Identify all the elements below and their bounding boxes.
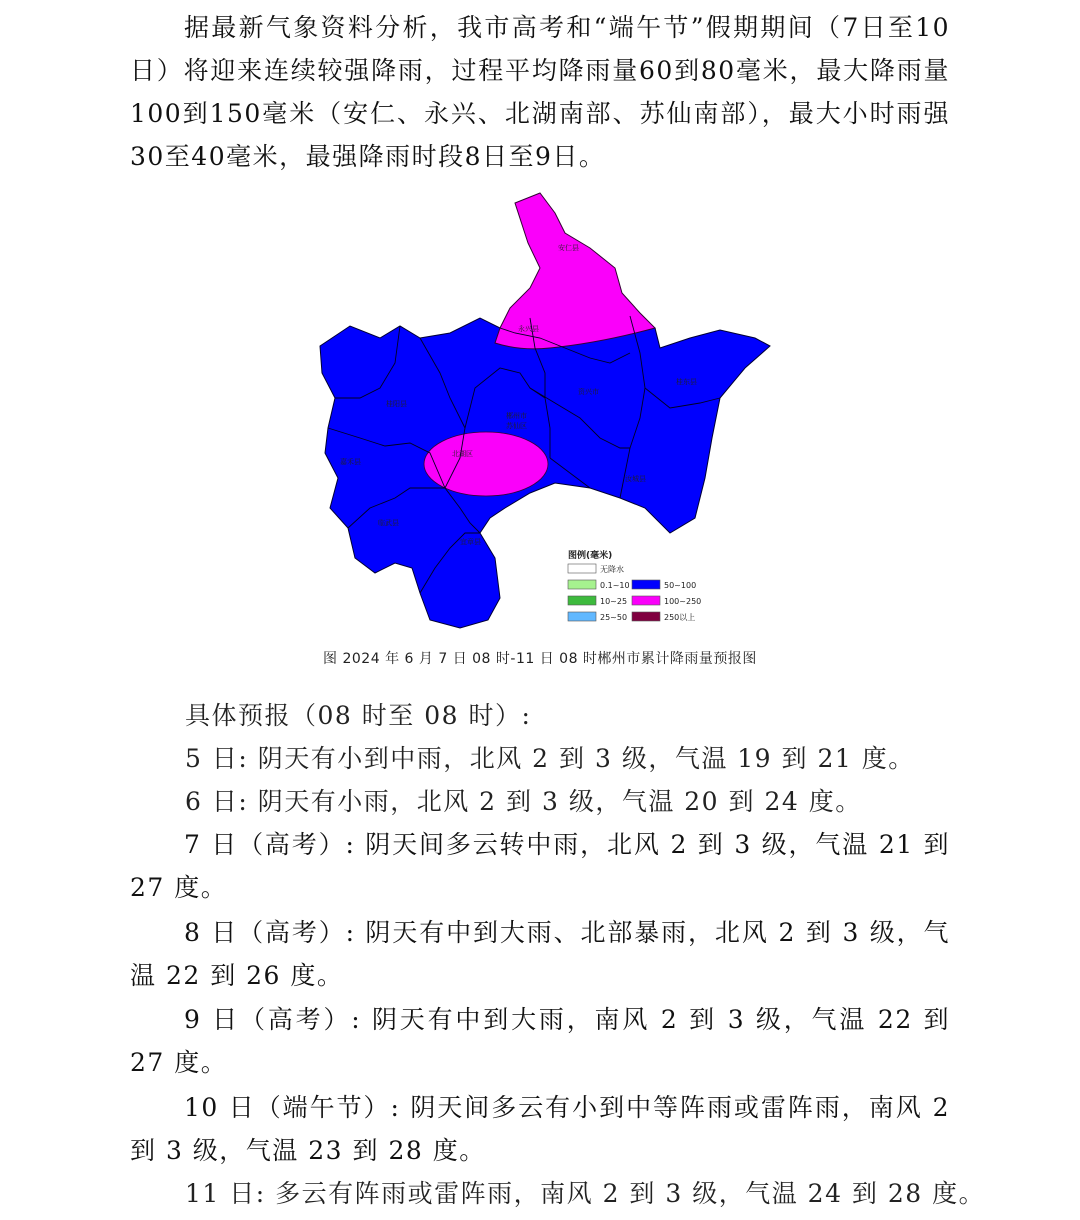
forecast-title: 具体预报（08 时至 08 时）: — [185, 701, 532, 730]
legend-label-1: 0.1~10 — [600, 581, 630, 590]
legend-label-5: 100~250 — [664, 597, 702, 606]
legend-swatch-1 — [568, 580, 596, 589]
forecast-day-5: 5 日: 阴天有小到中雨，北风 2 到 3 级，气温 19 到 21 度。 — [185, 744, 915, 773]
map-label-guidong: 桂东县 — [676, 378, 697, 386]
legend-swatch-5 — [632, 596, 660, 605]
legend-swatch-0 — [568, 564, 596, 573]
legend-swatch-3 — [568, 612, 596, 621]
map-region-central-heavy — [424, 432, 548, 496]
legend-label-6: 250以上 — [664, 613, 696, 622]
map-label-yongxing: 永兴县 — [518, 325, 539, 333]
map-label-jiahe: 嘉禾县 — [340, 458, 361, 466]
forecast-day-8: 8 日（高考）: 阴天有中到大雨、北部暴雨，北风 2 到 3 级，气温 22 到 26 度。 — [130, 918, 950, 990]
map-legend — [568, 549, 701, 622]
legend-swatch-4 — [632, 580, 660, 589]
legend-swatch-2 — [568, 596, 596, 605]
legend-label-0: 无降水 — [600, 565, 624, 574]
forecast-day-7: 7 日（高考）: 阴天间多云转中雨，北风 2 到 3 级，气温 21 到 27 度。 — [130, 830, 950, 902]
map-label-anren: 安仁县 — [558, 244, 579, 252]
map-label-suxian: 苏仙区 — [506, 422, 527, 430]
map-label-beihu: 北湖区 — [452, 450, 473, 458]
legend-label-2: 10~25 — [600, 597, 628, 606]
map-label-guiyang: 桂阳县 — [386, 400, 407, 408]
forecast-day-9: 9 日（高考）: 阴天有中到大雨，南风 2 到 3 级，气温 22 到 27 度。 — [130, 1005, 950, 1077]
map-label-chenzhou: 郴州市 — [506, 412, 527, 420]
legend-swatch-6 — [632, 612, 660, 621]
intro-paragraph: 据最新气象资料分析，我市高考和“端午节”假期期间（7日至10日）将迎来连续较强降雨，过程平均降雨量60到80毫米，最大降雨量100到150毫米（安仁、永兴、北湖南部、苏仙南部），最大小时雨强30至40毫米，最强降雨时段8日至9日。 — [130, 13, 950, 171]
map-label-linwu: 临武县 — [378, 519, 399, 527]
map-label-rucheng: 汝城县 — [625, 475, 646, 483]
map-label-yizhang: 宜章县 — [460, 538, 481, 546]
legend-label-4: 50~100 — [664, 581, 697, 590]
legend-label-3: 25~50 — [600, 613, 628, 622]
forecast-day-6: 6 日: 阴天有小雨，北风 2 到 3 级，气温 20 到 24 度。 — [185, 787, 862, 816]
forecast-day-11: 11 日: 多云有阵雨或雷阵雨，南风 2 到 3 级，气温 24 到 28 度。 — [185, 1179, 986, 1208]
map-label-zixing: 资兴市 — [578, 388, 599, 396]
rainfall-forecast-map — [300, 188, 780, 640]
forecast-day-10: 10 日（端午节）: 阴天间多云有小到中等阵雨或雷阵雨，南风 2 到 3 级，气温 23 到 28 度。 — [130, 1093, 950, 1165]
map-caption: 图 2024 年 6 月 7 日 08 时-11 日 08 时郴州市累计降雨量预报图 — [323, 651, 757, 667]
legend-title: 图例(毫米) — [568, 551, 613, 561]
